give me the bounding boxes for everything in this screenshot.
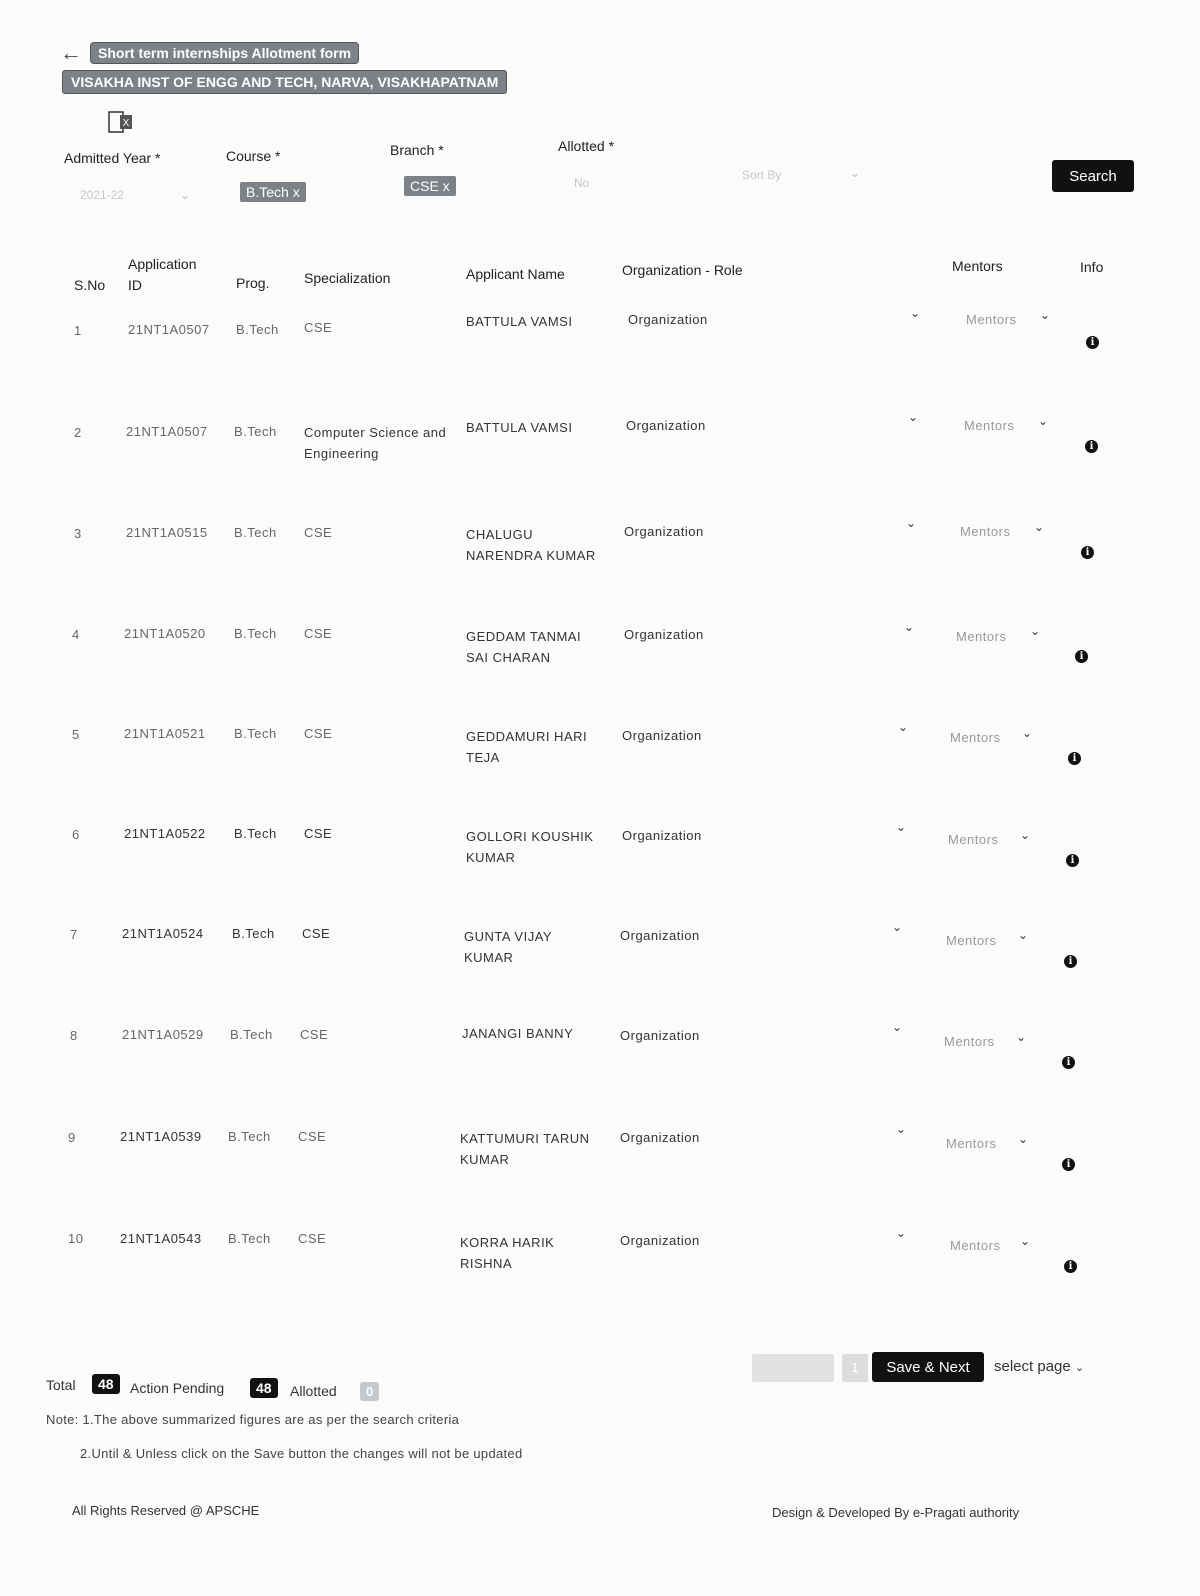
allotted-select[interactable]: No [574, 176, 590, 190]
organization-chevron-icon: ⌄ [906, 516, 917, 530]
row-prog: B.Tech [234, 424, 277, 439]
mentor-chevron-icon: ⌄ [1040, 308, 1051, 322]
row-sno: 5 [72, 727, 80, 742]
organization-chevron-icon: ⌄ [896, 820, 907, 834]
row-app-id: 21NT1A0529 [122, 1027, 204, 1042]
header-organization-role: Organization - Role [622, 262, 743, 278]
allotted-count-badge: 0 [360, 1382, 379, 1401]
info-icon[interactable]: i [1066, 854, 1079, 867]
row-sno: 10 [68, 1231, 84, 1246]
organization-chevron-icon: ⌄ [892, 1020, 903, 1034]
row-app-id: 21NT1A0543 [120, 1231, 202, 1246]
row-app-id: 21NT1A0507 [128, 322, 210, 337]
organization-chevron-icon: ⌄ [898, 720, 909, 734]
row-mentor-select[interactable]: Mentors [944, 1034, 995, 1049]
mentor-chevron-icon: ⌄ [1022, 726, 1033, 740]
header-app-id-line2: ID [128, 277, 142, 293]
course-label: Course * [226, 148, 281, 164]
row-organization-select[interactable]: Organization [622, 728, 702, 743]
row-specialization: CSE [300, 1027, 329, 1042]
row-app-id: 21NT1A0515 [126, 525, 208, 540]
row-app-id: 21NT1A0524 [122, 926, 204, 941]
row-specialization: Computer Science and Engineering [304, 425, 447, 461]
organization-chevron-icon: ⌄ [908, 410, 919, 424]
admitted-year-select[interactable]: 2021-22 [80, 188, 125, 202]
row-prog: B.Tech [234, 726, 277, 741]
back-arrow-icon[interactable]: ← [60, 40, 82, 65]
select-page-dropdown[interactable] [994, 1358, 1084, 1375]
row-mentor-select[interactable]: Mentors [960, 524, 1011, 539]
admitted-year-chevron-icon: ⌄ [180, 188, 191, 202]
row-applicant-name: KATTUMURI TARUN KUMAR [460, 1131, 590, 1167]
row-specialization: CSE [298, 1129, 327, 1144]
header-prog: Prog. [236, 275, 270, 291]
organization-chevron-icon: ⌄ [896, 1122, 907, 1136]
mentor-chevron-icon: ⌄ [1018, 928, 1029, 942]
header-applicant-name: Applicant Name [466, 266, 565, 282]
sort-by-chevron-icon: ⌄ [850, 166, 861, 180]
row-specialization: CSE [304, 626, 333, 641]
row-specialization: CSE [298, 1231, 327, 1246]
info-icon[interactable]: i [1068, 752, 1081, 765]
row-specialization: CSE [302, 926, 331, 941]
row-mentor-select[interactable]: Mentors [950, 730, 1001, 745]
row-prog: B.Tech [234, 626, 277, 641]
info-icon[interactable]: i [1085, 440, 1098, 453]
branch-chip[interactable]: CSE x [404, 176, 456, 196]
row-specialization: CSE [304, 726, 333, 741]
total-label: Total [46, 1377, 76, 1393]
note-save-reminder: 2.Until & Unless click on the Save button the changes will not be updated [80, 1446, 523, 1461]
row-organization-select[interactable]: Organization [624, 524, 704, 539]
row-sno: 6 [72, 827, 80, 842]
organization-chevron-icon: ⌄ [910, 306, 921, 320]
mentor-chevron-icon: ⌄ [1038, 414, 1049, 428]
mentor-chevron-icon: ⌄ [1020, 828, 1031, 842]
row-applicant-name: BATTULA VAMSI [466, 314, 573, 329]
row-specialization: CSE [304, 826, 333, 841]
row-mentor-select[interactable]: Mentors [964, 418, 1015, 433]
row-app-id: 21NT1A0522 [124, 826, 206, 841]
row-applicant-name: BATTULA VAMSI [466, 420, 573, 435]
copyright-text: All Rights Reserved @ APSCHE [72, 1503, 260, 1518]
header-specialization: Specialization [304, 270, 391, 286]
row-prog: B.Tech [230, 1027, 273, 1042]
row-organization-select[interactable]: Organization [626, 418, 706, 433]
row-applicant-name: GEDDAM TANMAI SAI CHARAN [466, 629, 582, 665]
row-applicant-name: CHALUGU NARENDRA KUMAR [466, 527, 596, 563]
select-page-label: select page [994, 1358, 1071, 1375]
info-icon[interactable]: i [1086, 336, 1099, 349]
row-sno: 7 [70, 927, 78, 942]
info-icon[interactable]: i [1081, 546, 1094, 559]
row-prog: B.Tech [236, 322, 279, 337]
mentor-chevron-icon: ⌄ [1016, 1030, 1027, 1044]
header-sno: S.No [74, 277, 106, 293]
row-sno: 1 [74, 323, 82, 338]
row-prog: B.Tech [228, 1231, 271, 1246]
row-mentor-select[interactable]: Mentors [946, 933, 997, 948]
info-icon[interactable]: i [1062, 1158, 1075, 1171]
row-sno: 4 [72, 627, 80, 642]
previous-page-button[interactable] [752, 1354, 834, 1382]
row-sno: 9 [68, 1130, 76, 1145]
row-prog: B.Tech [234, 525, 277, 540]
institution-name: VISAKHA INST OF ENGG AND TECH, NARVA, VISAKHAPATNAM [62, 70, 507, 94]
mentor-chevron-icon: ⌄ [1034, 520, 1045, 534]
search-button[interactable]: Search [1052, 160, 1134, 192]
row-mentor-select[interactable]: Mentors [948, 832, 999, 847]
header-app-id-line1: Application [128, 256, 197, 272]
row-app-id: 21NT1A0520 [124, 626, 206, 641]
row-specialization: CSE [304, 320, 333, 335]
row-mentor-select[interactable]: Mentors [956, 629, 1007, 644]
row-organization-select[interactable]: Organization [620, 1233, 700, 1248]
row-organization-select[interactable]: Organization [628, 312, 708, 327]
row-mentor-select[interactable]: Mentors [950, 1238, 1001, 1253]
mentor-chevron-icon: ⌄ [1030, 624, 1041, 638]
branch-label: Branch * [390, 142, 444, 158]
row-organization-select[interactable]: Organization [620, 1028, 700, 1043]
organization-chevron-icon: ⌄ [896, 1226, 907, 1240]
header-mentors: Mentors [952, 258, 1003, 274]
select-page-chevron-icon: ⌄ [1074, 1362, 1085, 1374]
row-sno: 3 [74, 526, 82, 541]
allotted-summary-label: Allotted [290, 1383, 337, 1399]
row-specialization: CSE [304, 525, 333, 540]
row-mentor-select[interactable]: Mentors [966, 312, 1017, 327]
row-app-id: 21NT1A0521 [124, 726, 206, 741]
row-prog: B.Tech [234, 826, 277, 841]
row-applicant-name: KORRA HARIK RISHNA [460, 1235, 555, 1271]
row-sno: 2 [74, 425, 82, 440]
row-applicant-name: GUNTA VIJAY KUMAR [464, 929, 552, 965]
allotted-label: Allotted * [558, 138, 615, 154]
row-applicant-name: GEDDAMURI HARI TEJA [466, 729, 588, 765]
row-prog: B.Tech [232, 926, 275, 941]
svg-text:X: X [122, 118, 130, 129]
action-pending-label: Action Pending [130, 1380, 225, 1396]
row-organization-select[interactable]: Organization [624, 627, 704, 642]
row-app-id: 21NT1A0507 [126, 424, 208, 439]
row-mentor-select[interactable]: Mentors [946, 1136, 997, 1151]
organization-chevron-icon: ⌄ [904, 620, 915, 634]
admitted-year-label: Admitted Year * [64, 150, 161, 166]
info-icon[interactable]: i [1064, 1260, 1077, 1273]
mentor-chevron-icon: ⌄ [1018, 1132, 1029, 1146]
page-number-button[interactable]: 1 [842, 1354, 868, 1382]
developer-credit: Design & Developed By e-Pragati authority [772, 1505, 1020, 1520]
save-next-button[interactable]: Save & Next [872, 1352, 984, 1382]
row-app-id: 21NT1A0539 [120, 1129, 202, 1144]
mentor-chevron-icon: ⌄ [1020, 1234, 1031, 1248]
header-info: Info [1080, 259, 1104, 275]
course-chip[interactable]: B.Tech x [240, 182, 306, 202]
row-organization-select[interactable]: Organization [622, 828, 702, 843]
row-organization-select[interactable]: Organization [620, 928, 700, 943]
row-sno: 8 [70, 1028, 78, 1043]
excel-export-icon[interactable] [108, 110, 134, 134]
sort-by-select[interactable]: Sort By [742, 168, 782, 182]
page-title: Short term internships Allotment form [90, 42, 359, 64]
organization-chevron-icon: ⌄ [892, 920, 903, 934]
row-prog: B.Tech [228, 1129, 271, 1144]
row-organization-select[interactable]: Organization [620, 1130, 700, 1145]
row-applicant-name: GOLLORI KOUSHIK KUMAR [466, 829, 594, 865]
row-applicant-name: JANANGI BANNY [462, 1026, 574, 1041]
info-icon[interactable]: i [1062, 1056, 1075, 1069]
note-summary-criteria: Note: 1.The above summarized figures are as per the search criteria [46, 1412, 460, 1427]
info-icon[interactable]: i [1064, 955, 1077, 968]
info-icon[interactable]: i [1075, 650, 1088, 663]
total-count-badge: 48 [92, 1374, 120, 1394]
action-pending-badge: 48 [250, 1378, 278, 1398]
